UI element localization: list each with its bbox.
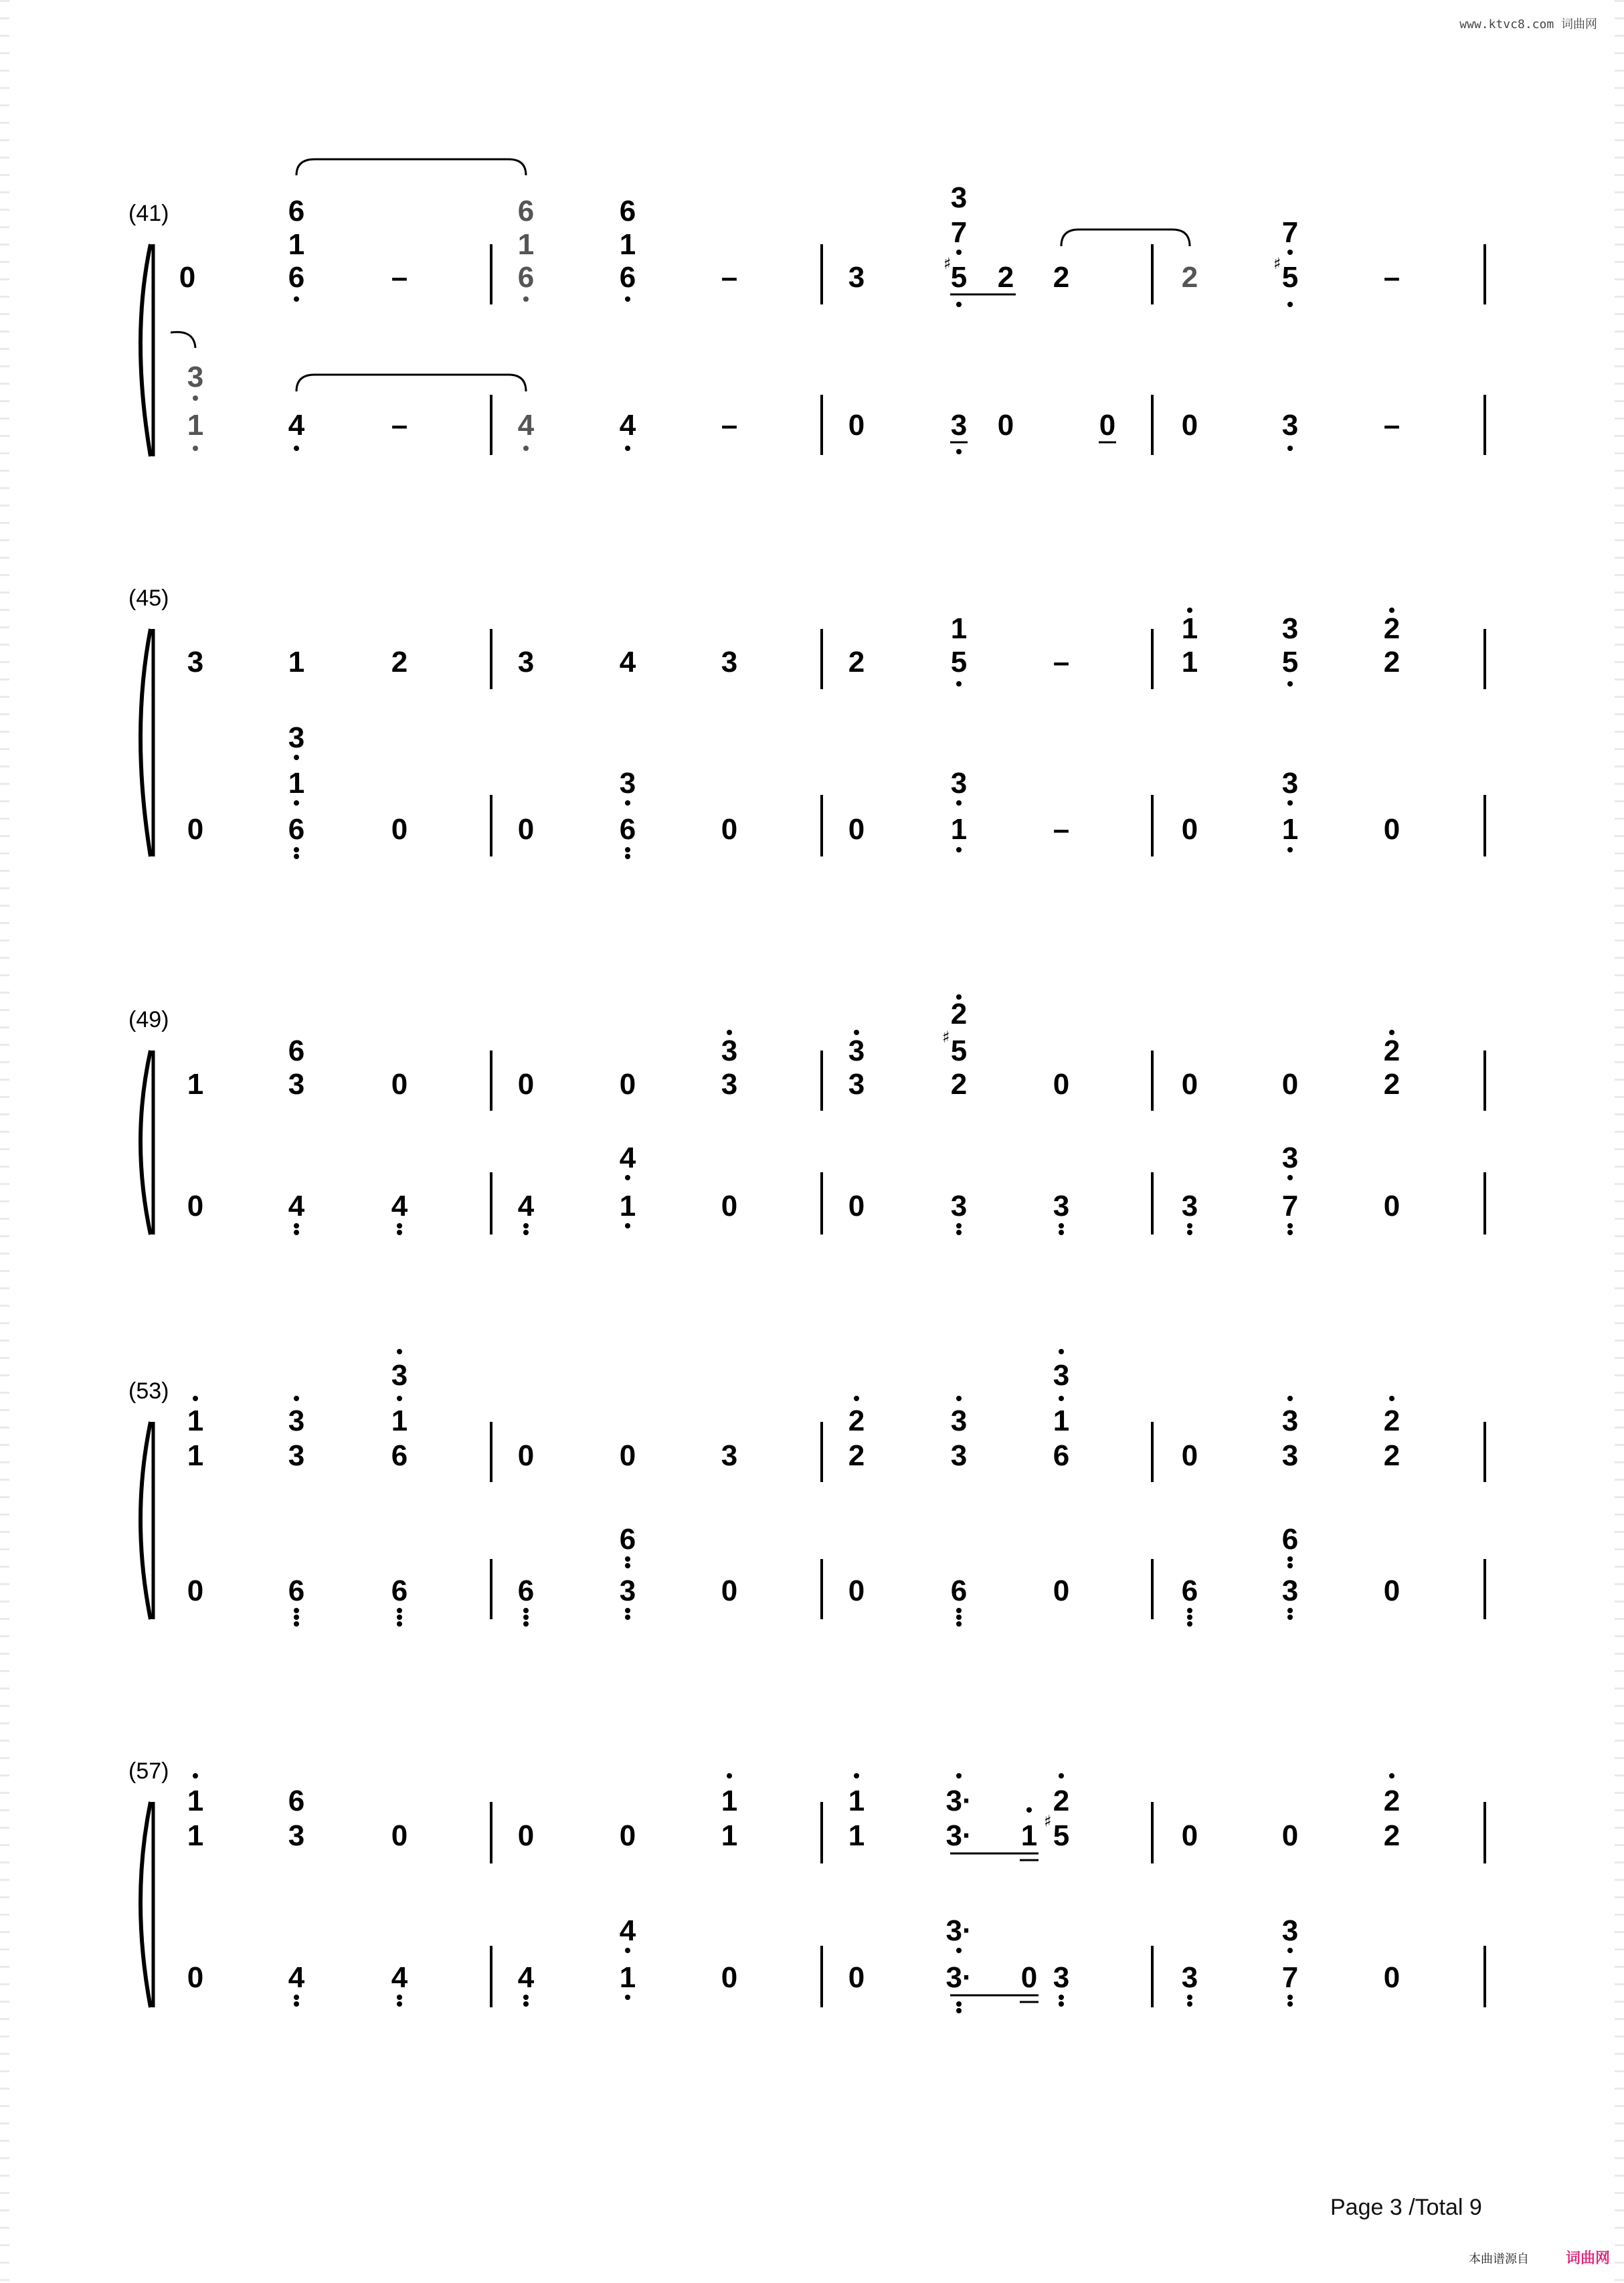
svg-text:0: 0 — [619, 1439, 636, 1472]
svg-text:0: 0 — [187, 1190, 204, 1222]
svg-text:1: 1 — [517, 228, 535, 261]
svg-text:0: 0 — [1053, 1574, 1070, 1607]
svg-text:0: 0 — [1020, 1961, 1038, 1994]
svg-text:3: 3 — [721, 1068, 738, 1101]
brace — [141, 244, 151, 456]
svg-text:3: 3 — [187, 646, 204, 678]
page-indicator: Page 3 /Total 9 — [1330, 2195, 1482, 2220]
svg-text:2: 2 — [1383, 612, 1401, 645]
svg-text:5: 5 — [950, 261, 968, 294]
svg-text:1: 1 — [848, 1785, 865, 1817]
svg-text:3: 3 — [288, 1068, 305, 1101]
svg-text:6: 6 — [391, 1439, 408, 1472]
svg-text:1: 1 — [619, 1961, 636, 1994]
svg-text:0: 0 — [391, 1068, 408, 1101]
svg-text:♯: ♯ — [942, 1028, 950, 1046]
svg-text:–: – — [721, 261, 738, 294]
svg-text:1: 1 — [619, 228, 636, 261]
svg-text:3: 3 — [1053, 1190, 1070, 1222]
svg-text:0: 0 — [848, 1190, 865, 1222]
svg-text:6: 6 — [517, 1574, 535, 1607]
svg-text:2: 2 — [950, 1068, 968, 1101]
svg-text:0: 0 — [1053, 1068, 1070, 1101]
svg-text:3: 3 — [1281, 1142, 1299, 1174]
svg-text:0: 0 — [187, 1574, 204, 1607]
svg-text:3: 3 — [848, 1068, 865, 1101]
svg-text:0: 0 — [721, 1961, 738, 1994]
svg-text:0: 0 — [848, 409, 865, 442]
svg-text:3: 3 — [721, 646, 738, 678]
system-45 — [128, 585, 1485, 859]
svg-text:7: 7 — [1281, 216, 1299, 249]
svg-text:1: 1 — [950, 813, 968, 846]
system-57 — [128, 1758, 1485, 2013]
svg-text:1: 1 — [187, 1439, 204, 1472]
svg-text:1: 1 — [721, 1785, 738, 1817]
svg-text:3: 3 — [1281, 1914, 1299, 1947]
svg-text:0: 0 — [391, 1819, 408, 1852]
svg-text:3: 3 — [950, 409, 968, 442]
svg-text:4: 4 — [517, 1190, 535, 1222]
svg-text:3: 3 — [1281, 1574, 1299, 1607]
svg-text:5: 5 — [950, 646, 968, 678]
svg-text:6: 6 — [288, 1574, 305, 1607]
svg-text:1: 1 — [187, 1785, 204, 1817]
svg-text:3: 3 — [1281, 1439, 1299, 1472]
svg-text:1: 1 — [288, 646, 305, 678]
svg-text:2: 2 — [848, 646, 865, 678]
svg-text:4: 4 — [517, 1961, 535, 1994]
svg-text:0: 0 — [721, 813, 738, 846]
svg-text:7: 7 — [1281, 1190, 1299, 1222]
svg-text:3: 3 — [1281, 1404, 1299, 1437]
svg-text:6: 6 — [517, 261, 535, 294]
measure-number: (53) — [128, 1378, 169, 1404]
svg-text:0: 0 — [1281, 1068, 1299, 1101]
svg-text:–: – — [721, 409, 738, 442]
svg-text:0: 0 — [848, 813, 865, 846]
svg-text:6: 6 — [619, 813, 636, 846]
measure-number: (45) — [128, 585, 169, 611]
svg-text:3·: 3· — [945, 1914, 972, 1947]
site-watermark: www.ktvc8.com 词曲网 — [1459, 17, 1597, 31]
svg-text:6: 6 — [1053, 1439, 1070, 1472]
svg-text:1: 1 — [1181, 612, 1198, 645]
svg-text:3: 3 — [619, 767, 636, 800]
svg-text:3: 3 — [950, 1404, 968, 1437]
svg-text:3: 3 — [1053, 1961, 1070, 1994]
svg-text:0: 0 — [997, 409, 1014, 442]
svg-text:0: 0 — [1383, 813, 1401, 846]
svg-text:2: 2 — [1383, 1439, 1401, 1472]
svg-text:0: 0 — [721, 1574, 738, 1607]
svg-text:3: 3 — [1281, 409, 1299, 442]
svg-text:0: 0 — [1281, 1819, 1299, 1852]
svg-text:0: 0 — [721, 1190, 738, 1222]
measure-number: (41) — [128, 201, 169, 226]
svg-text:1: 1 — [950, 612, 968, 645]
svg-text:3: 3 — [1181, 1961, 1198, 1994]
svg-text:1: 1 — [288, 228, 305, 261]
svg-text:2: 2 — [997, 261, 1014, 294]
svg-text:6: 6 — [619, 261, 636, 294]
svg-text:0: 0 — [619, 1819, 636, 1852]
svg-text:1: 1 — [391, 1404, 408, 1437]
svg-text:1: 1 — [187, 1404, 204, 1437]
svg-text:2: 2 — [1383, 1404, 1401, 1437]
svg-text:2: 2 — [1383, 1819, 1401, 1852]
svg-text:2: 2 — [1053, 1785, 1070, 1817]
svg-text:♯: ♯ — [1044, 1812, 1052, 1831]
svg-text:4: 4 — [619, 1914, 636, 1947]
svg-text:3·: 3· — [945, 1961, 972, 1994]
svg-text:0: 0 — [517, 1068, 535, 1101]
svg-text:6: 6 — [288, 813, 305, 846]
svg-text:6: 6 — [619, 1523, 636, 1556]
svg-text:3: 3 — [950, 767, 968, 800]
svg-text:0: 0 — [1383, 1961, 1401, 1994]
svg-text:1: 1 — [1281, 813, 1299, 846]
svg-text:1: 1 — [187, 409, 204, 442]
svg-text:4: 4 — [619, 1142, 636, 1174]
svg-text:–: – — [1383, 409, 1401, 442]
svg-text:0: 0 — [848, 1574, 865, 1607]
svg-text:3: 3 — [950, 1439, 968, 1472]
source-label: 本曲谱源自 — [1469, 2252, 1529, 2266]
svg-text:0: 0 — [1181, 1068, 1198, 1101]
svg-text:2: 2 — [848, 1404, 865, 1437]
svg-text:3·: 3· — [945, 1785, 972, 1817]
svg-text:0: 0 — [1383, 1574, 1401, 1607]
svg-text:0: 0 — [517, 1819, 535, 1852]
svg-text:0: 0 — [517, 1439, 535, 1472]
svg-text:3: 3 — [1281, 612, 1299, 645]
svg-text:6: 6 — [288, 1785, 305, 1817]
svg-text:4: 4 — [517, 409, 535, 442]
svg-text:6: 6 — [391, 1574, 408, 1607]
svg-text:3: 3 — [950, 1190, 968, 1222]
svg-text:1: 1 — [1181, 646, 1198, 678]
svg-text:3: 3 — [391, 1359, 408, 1392]
svg-text:0: 0 — [1383, 1190, 1401, 1222]
svg-text:0: 0 — [187, 1961, 204, 1994]
svg-text:4: 4 — [619, 646, 636, 678]
svg-text:0: 0 — [1181, 409, 1198, 442]
svg-text:0: 0 — [391, 813, 408, 846]
svg-text:1: 1 — [721, 1819, 738, 1852]
system-53 — [128, 1349, 1485, 1627]
svg-text:–: – — [391, 261, 408, 294]
svg-text:7: 7 — [1281, 1961, 1299, 1994]
svg-text:6: 6 — [950, 1574, 968, 1607]
svg-text:1: 1 — [187, 1819, 204, 1852]
svg-text:3: 3 — [187, 361, 204, 393]
svg-text:2: 2 — [1383, 1068, 1401, 1101]
svg-text:0: 0 — [517, 813, 535, 846]
svg-text:2: 2 — [1383, 646, 1401, 678]
svg-text:3: 3 — [1053, 1359, 1070, 1392]
svg-text:0: 0 — [848, 1961, 865, 1994]
svg-text:3: 3 — [721, 1034, 738, 1067]
svg-text:6: 6 — [619, 195, 636, 227]
svg-text:6: 6 — [517, 195, 535, 227]
svg-text:5: 5 — [1281, 646, 1299, 678]
svg-text:4: 4 — [391, 1961, 408, 1994]
svg-text:4: 4 — [288, 409, 305, 442]
svg-text:2: 2 — [1181, 261, 1198, 294]
svg-text:2: 2 — [1383, 1785, 1401, 1817]
svg-text:2: 2 — [391, 646, 408, 678]
svg-text:4: 4 — [619, 409, 636, 442]
svg-text:2: 2 — [1053, 261, 1070, 294]
measure-number: (57) — [128, 1758, 169, 1784]
svg-text:1: 1 — [848, 1819, 865, 1852]
svg-text:2: 2 — [848, 1439, 865, 1472]
svg-text:3: 3 — [1281, 767, 1299, 800]
svg-text:0: 0 — [619, 1068, 636, 1101]
svg-text:1: 1 — [1053, 1404, 1070, 1437]
svg-text:2: 2 — [950, 998, 968, 1030]
svg-text:6: 6 — [288, 1034, 305, 1067]
svg-text:0: 0 — [187, 813, 204, 846]
svg-text:0: 0 — [1181, 813, 1198, 846]
svg-text:1: 1 — [187, 1068, 204, 1101]
svg-text:0: 0 — [1181, 1439, 1198, 1472]
svg-text:0: 0 — [1181, 1819, 1198, 1852]
svg-text:3: 3 — [848, 261, 865, 294]
svg-text:–: – — [1053, 813, 1070, 846]
svg-text:4: 4 — [391, 1190, 408, 1222]
svg-text:3: 3 — [619, 1574, 636, 1607]
svg-text:–: – — [1053, 646, 1070, 678]
svg-text:♯: ♯ — [1273, 254, 1281, 273]
svg-text:5: 5 — [950, 1034, 968, 1067]
svg-text:3: 3 — [288, 1819, 305, 1852]
svg-text:3: 3 — [1181, 1190, 1198, 1222]
system-41 — [128, 159, 1485, 456]
svg-text:3·: 3· — [945, 1819, 972, 1852]
svg-text:0: 0 — [179, 261, 196, 294]
system-49 — [128, 994, 1485, 1235]
svg-text:–: – — [391, 409, 408, 442]
site-logo[interactable]: 词曲网 — [1566, 2250, 1611, 2266]
measure-number: (49) — [128, 1007, 169, 1032]
svg-text:3: 3 — [721, 1439, 738, 1472]
svg-text:3: 3 — [517, 646, 535, 678]
svg-text:3: 3 — [288, 1404, 305, 1437]
svg-text:6: 6 — [288, 195, 305, 227]
svg-text:2: 2 — [1383, 1034, 1401, 1067]
svg-text:6: 6 — [1181, 1574, 1198, 1607]
svg-text:6: 6 — [288, 261, 305, 294]
svg-text:1: 1 — [619, 1190, 636, 1222]
svg-text:6: 6 — [1281, 1523, 1299, 1556]
svg-text:1: 1 — [288, 767, 305, 800]
svg-text:5: 5 — [1281, 261, 1299, 294]
svg-text:4: 4 — [288, 1190, 305, 1222]
svg-text:♯: ♯ — [943, 254, 952, 273]
svg-text:3: 3 — [288, 1439, 305, 1472]
svg-text:3: 3 — [950, 181, 968, 214]
svg-text:3: 3 — [848, 1034, 865, 1067]
svg-text:5: 5 — [1053, 1819, 1070, 1852]
svg-text:0: 0 — [1099, 409, 1116, 442]
svg-text:4: 4 — [288, 1961, 305, 1994]
svg-text:7: 7 — [950, 216, 968, 249]
svg-text:3: 3 — [288, 721, 305, 754]
svg-text:1: 1 — [1020, 1819, 1038, 1852]
svg-text:–: – — [1383, 261, 1401, 294]
